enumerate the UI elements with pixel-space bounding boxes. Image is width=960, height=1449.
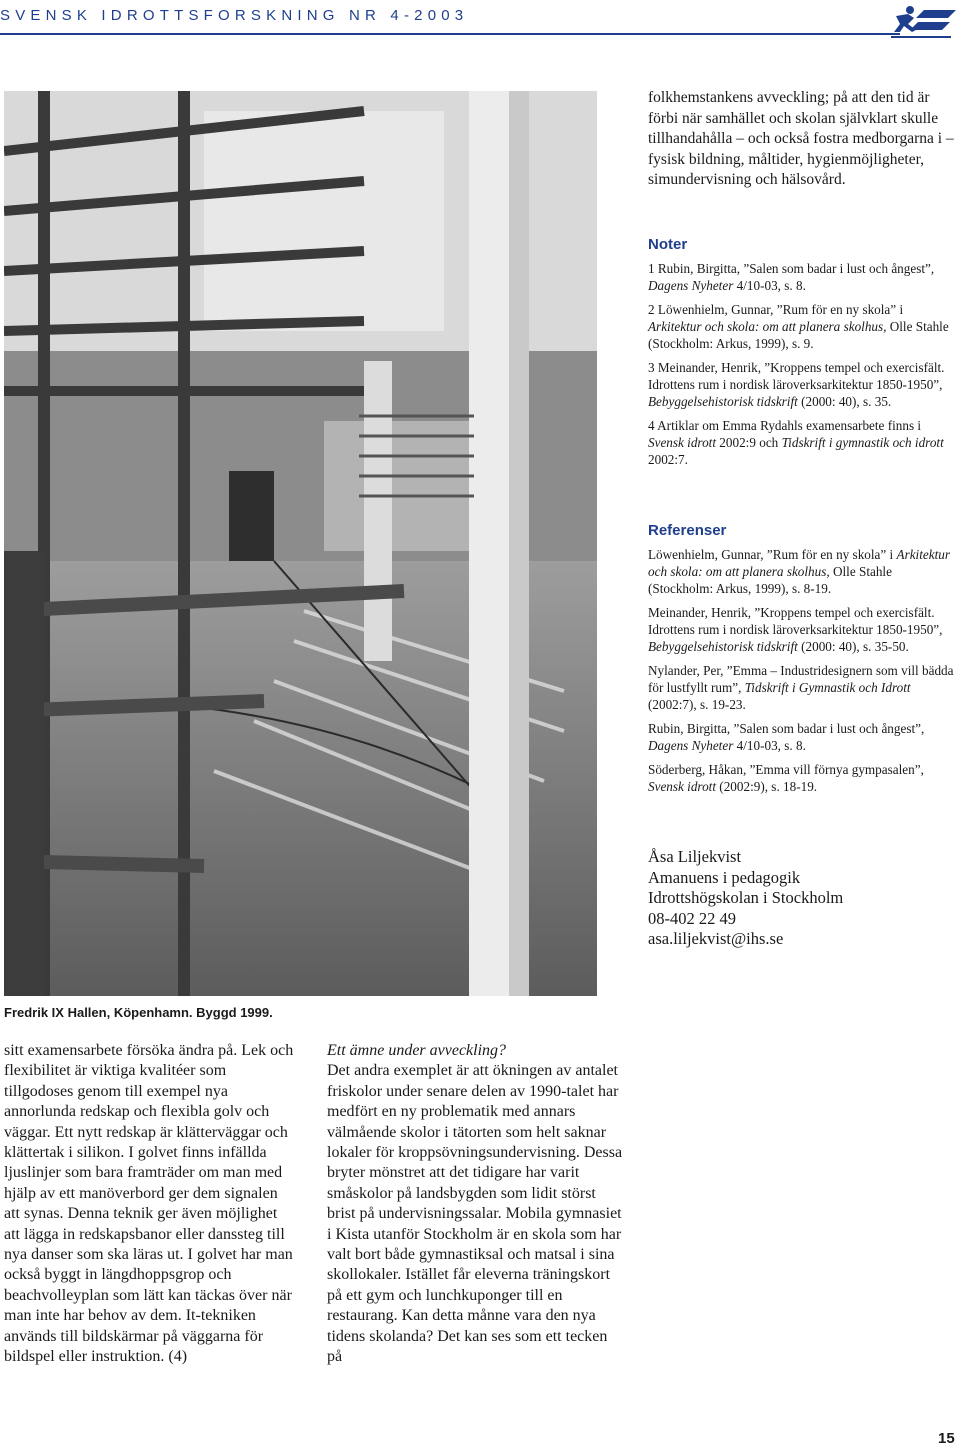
- gym-hall-photo: [4, 91, 597, 996]
- reference-item: Meinander, Henrik, ”Kroppens tempel och exercisfält. Idrottens rum i nordisk läroverksarkitektur 1850-1950”, Bebyggelsehistorisk tidskrift (2000: 40), s. 35-50.: [648, 605, 943, 654]
- runner-logo-icon: [888, 2, 958, 40]
- author-email: asa.liljekvist@ihs.se: [648, 929, 784, 948]
- reference-item: Löwenhielm, Gunnar, ”Rum för en ny skola” i Arkitektur och skola: om att planera skolhus, Olle Stahle (Stockholm: Arkus, 1999), s. 8-19.: [648, 547, 950, 596]
- running-title: SVENSK IDROTTSFORSKNING NR 4-2003: [0, 7, 469, 24]
- section-heading: Ett ämne under avveckling?: [327, 1042, 507, 1059]
- author-signature: [648, 847, 954, 950]
- body-text-1: sitt examensarbete försöka ändra på. Lek och flexibilitet är viktiga kvalitéer som tillgodoses genom till exempel nya annorlunda redskap och flexibla golv och väggar. Ett nytt redskap är klätterväggar och klättertak i silikon. I golvet finns infällda ljuslinjer som bara framträder om man med hjälp av ett manöverbord ger dem signalen att synas. Denna teknik ger även möjlighet att lägga in redskapsbanor eller danssteg till nya danser som ska läras ut. I golvet har man också byggt in längdhoppsgrop och beachvolleyplan som lätt kan täckas över när man inte har behov av dem. It-tekniken används till bildskärmar på väggarna för bildspel eller instruktion. (4): [4, 1042, 294, 1366]
- author-institution: Idrottshögskolan i Stockholm: [648, 888, 844, 907]
- lead-text: folkhemstankens avveckling; på att den tid är förbi när samhället och skolan självklart skulle tillhandahålla – och också fostra medborgarna i – fysisk bildning, måltider, hygienmöjligheter, simundervisning och hälsovård.: [648, 89, 954, 188]
- note-item: 3 Meinander, Henrik, ”Kroppens tempel och exercisfält. Idrottens rum i nordisk läroverksarkitektur 1850-1950”, Bebyggelsehistorisk tidskrift (2000: 40), s. 35.: [648, 360, 945, 409]
- author-name: Åsa Liljekvist: [648, 847, 742, 866]
- notes-section: [648, 236, 954, 475]
- references-heading: Referenser: [648, 522, 727, 539]
- references-section: [648, 522, 954, 802]
- note-item: 2 Löwenhielm, Gunnar, ”Rum för en ny skola” i Arkitektur och skola: om att planera skolhus, Olle Stahle (Stockholm: Arkus, 1999), s. 9.: [648, 302, 949, 351]
- page-number: 15: [938, 1430, 955, 1447]
- body-column-2: [327, 1041, 623, 1368]
- lead-paragraph: [648, 88, 954, 191]
- note-item: 4 Artiklar om Emma Rydahls examensarbete finns i Svensk idrott 2002:9 och Tidskrift i gymnastik och idrott 2002:7.: [648, 418, 944, 467]
- body-column-1: [4, 1041, 296, 1368]
- reference-item: Rubin, Birgitta, ”Salen som badar i lust och ångest”, Dagens Nyheter 4/10-03, s. 8.: [648, 721, 925, 753]
- author-phone: 08-402 22 49: [648, 908, 736, 928]
- reference-item: Nylander, Per, ”Emma – Industridesignern som vill bädda för lustfyllt rum”, Tidskrift i Gymnastik och Idrott (2002:7), s. 19-23.: [648, 663, 954, 712]
- header-rule: [0, 33, 900, 35]
- note-item: 1 Rubin, Birgitta, ”Salen som badar i lust och ångest”, Dagens Nyheter 4/10-03, s. 8.: [648, 261, 935, 293]
- photo-caption: Fredrik IX Hallen, Köpenhamn. Byggd 1999.: [4, 1005, 273, 1020]
- notes-heading: Noter: [648, 236, 688, 253]
- body-text-2: Det andra exemplet är att ökningen av antalet friskolor under senare delen av 1990-talet har medfört en ny problematik med annars välmående skolor i tätorten som helt saknar lokaler för kroppsövningsundervisning. Dessa bryter mönstret att det tidigare har varit småskolor på landsbygden som lidit störst brist på undervisningssalar. Mobila gymnasiet i Kista utanför Stockholm är en skola som har valt bort både gymnastiksal och matsal i sina skollokaler. Istället får eleverna träningskort på ett gym och lunchkuponger till en restaurang. Kan detta månne vara den nya tidens skolanda? Det kan ses som ett tecken på: [327, 1062, 623, 1366]
- author-role: Amanuens i pedagogik: [648, 867, 801, 887]
- reference-item: Söderberg, Håkan, ”Emma vill förnya gympasalen”, Svensk idrott (2002:9), s. 18-19.: [648, 762, 924, 794]
